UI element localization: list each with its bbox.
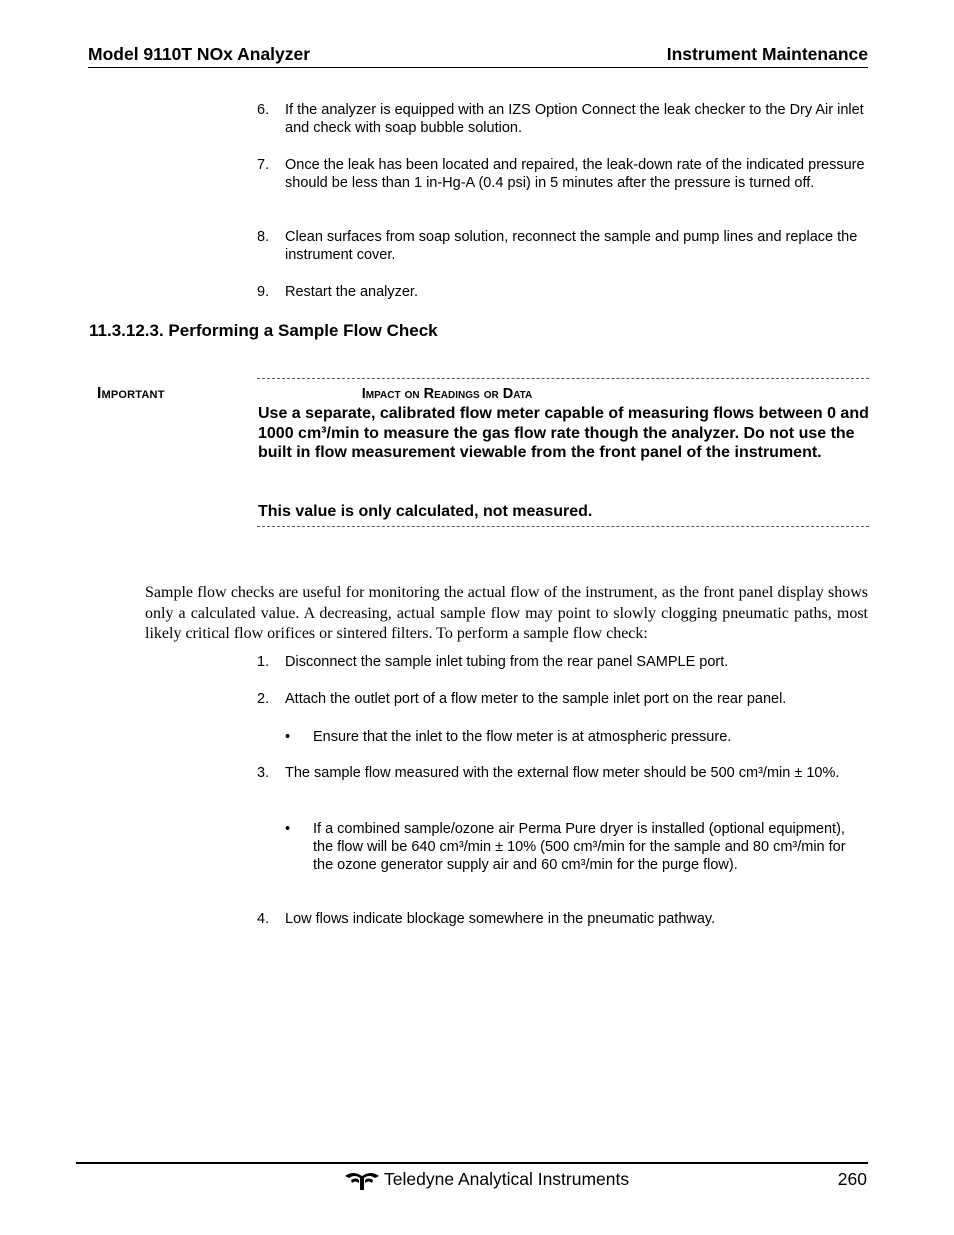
step-number: 2. — [257, 691, 270, 707]
step-text: The sample flow measured with the external flow meter should be 500 cm³/min ± 10%. — [285, 765, 840, 781]
step-text: If the analyzer is equipped with an IZS Option Connect the leak checker to the Dry Air inlet and check with soap bubble solution. — [285, 102, 864, 136]
step-number: 4. — [257, 911, 270, 927]
step-text: Restart the analyzer. — [285, 284, 418, 300]
list-item-step-7 — [257, 156, 869, 192]
notice-note: This value is only calculated, not measured. — [258, 503, 593, 520]
bullet-text: If a combined sample/ozone air Perma Pure dryer is installed (optional equipment), the flow will be 640 cm³/min ± 10% (500 cm³/min for the sample and 80 cm³/min for the ozone generator supply air and 60 cm³/min for the purge flow). — [313, 821, 846, 873]
list-item-step-1 — [257, 653, 869, 671]
list-item-step-2 — [257, 690, 869, 708]
header-rule — [88, 67, 868, 68]
footer-rule — [76, 1162, 868, 1164]
important-label: Important — [97, 385, 165, 402]
notice-top-divider — [257, 378, 869, 379]
bullet-marker: • — [285, 729, 291, 745]
step-number: 1. — [257, 654, 270, 670]
list-item-step-9 — [257, 283, 869, 301]
list-item-step-6 — [257, 101, 869, 137]
bullet-marker: • — [285, 821, 291, 837]
notice-title: Impact on Readings or Data — [361, 386, 533, 402]
step-text: Low flows indicate blockage somewhere in the pneumatic pathway. — [285, 911, 716, 927]
intro-paragraph: Sample flow checks are useful for monitoring the actual flow of the instrument, as the front panel display shows only a calculated value. A decreasing, actual sample flow may point to slowly clogging pneumatic paths, most likely critical flow orifices or sintered filters. To perform a sample flow check: — [145, 584, 868, 642]
page-number: 260 — [837, 1169, 867, 1189]
list-item-bullet-dryer — [285, 820, 869, 874]
header-model-title: Model 9110T NOx Analyzer — [88, 44, 311, 64]
teledyne-logo-icon — [345, 1170, 379, 1190]
header-section-title: Instrument Maintenance — [666, 44, 868, 64]
notice-body: Use a separate, calibrated flow meter capable of measuring flows between 0 and 1000 cm³/min to measure the gas flow rate though the analyzer. Do not use the built in flow measurement viewable from the front panel of the instrument. — [258, 405, 869, 462]
list-item-step-8 — [257, 228, 869, 264]
step-text: Disconnect the sample inlet tubing from the rear panel SAMPLE port. — [285, 654, 729, 670]
step-number: 9. — [257, 284, 270, 300]
list-item-step-4 — [257, 910, 869, 928]
step-number: 7. — [257, 157, 270, 173]
bullet-text: Ensure that the inlet to the flow meter is at atmospheric pressure. — [313, 729, 732, 745]
list-item-step-3 — [257, 764, 869, 782]
step-text: Attach the outlet port of a flow meter to the sample inlet port on the rear panel. — [285, 691, 787, 707]
step-number: 8. — [257, 229, 270, 245]
step-number: 6. — [257, 102, 270, 118]
step-text: Once the leak has been located and repaired, the leak-down rate of the indicated pressure should be less than 1 in-Hg-A (0.4 psi) in 5 minutes after the pressure is turned off. — [285, 157, 865, 191]
footer-company: Teledyne Analytical Instruments — [384, 1169, 630, 1189]
list-item-bullet-pressure — [285, 728, 869, 746]
section-heading: 11.3.12.3. Performing a Sample Flow Check — [89, 321, 438, 340]
step-number: 3. — [257, 765, 270, 781]
step-text: Clean surfaces from soap solution, reconnect the sample and pump lines and replace the instrument cover. — [285, 229, 858, 263]
notice-bottom-divider — [257, 526, 869, 527]
